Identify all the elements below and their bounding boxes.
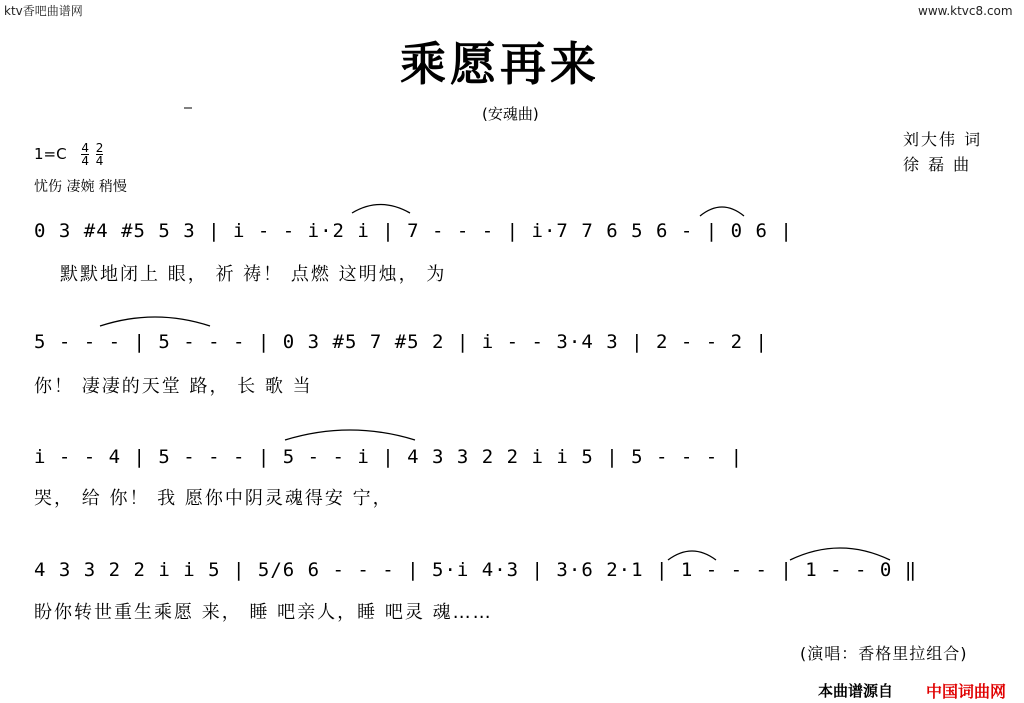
slur-1 (352, 205, 410, 214)
slur-6 (790, 548, 890, 560)
time-signature-1: $\frac{4}{4}$ (81, 141, 90, 168)
slur-3 (100, 317, 210, 326)
score-row-4-notes: 4 3 3 2 2 i i 5 | 5/6 6 - - - | 5·i 4·3 | 3·6 2·1 | 1 - - - | 1 - - 0 ‖ (34, 559, 918, 581)
watermark-right: www.ktvc8.com (918, 4, 1013, 18)
score-row-4-lyrics: 盼你转世重生乘愿 来， 睡 吧亲人，睡 吧灵 魂…… (34, 602, 493, 623)
score-row-1-lyrics: 默默地闭上 眼， 祈 祷！ 点燃 这明烛， 为 (60, 264, 447, 285)
score-row-2-lyrics: 你！ 凄凄的天堂 路， 长 歌 当 (34, 376, 313, 397)
score-row-3-lyrics: 哭， 给 你！ 我 愿你中阴灵魂得安 宁， (34, 488, 393, 509)
score-row-3-notes: i - - 4 | 5 - - - | 5 - - i | 4 3 3 2 2 i i 5 | 5 - - - | (34, 446, 744, 468)
slur-4 (285, 430, 415, 440)
key-label: 1=C (34, 145, 67, 163)
subtitle: (安魂曲) (482, 105, 539, 123)
slur-2 (700, 207, 744, 216)
watermark-left: ktv香吧曲谱网 (4, 4, 83, 18)
footer-source-name: 中国词曲网 (926, 682, 1007, 701)
tempo-marking: 忧伤 凄婉 稍慢 (34, 179, 127, 195)
composer-credit: 徐 磊 曲 (903, 155, 972, 174)
lyricist-credit: 刘大伟 词 (903, 130, 983, 149)
score-row-2-notes: 5 - - - | 5 - - - | 0 3 #5 7 #5 2 | i - - 3·4 3 | 2 - - 2 | (34, 331, 768, 353)
slur-5 (668, 551, 716, 560)
footer-source-label: 本曲谱源自 (818, 682, 894, 700)
score-row-1-notes: 0 3 #4 #5 5 3 | i - - i·2 i | 7 - - - | i·7 7 6 5 6 - | 0 6 | (34, 220, 793, 242)
performer-credit: (演唱：香格里拉组合) (800, 644, 968, 663)
page-title: 乘愿再来 (400, 37, 600, 91)
time-signature-2: $\frac{2}{4}$ (95, 141, 104, 168)
